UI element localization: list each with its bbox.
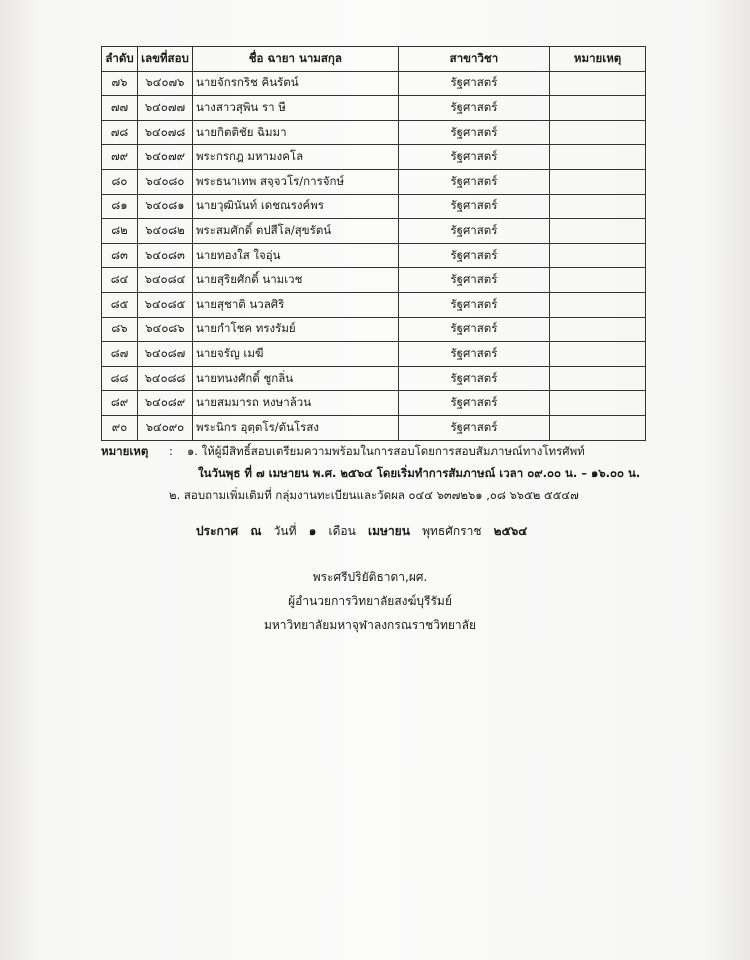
cell-exam-id: ๖๔๐๘๖ — [137, 317, 192, 342]
cell-order: ๗๖ — [102, 71, 138, 96]
cell-name: นายกิตติชัย ฉิมมา — [192, 120, 398, 145]
table-row — [102, 391, 646, 416]
cell-note — [550, 292, 646, 317]
cell-exam-id: ๖๔๐๙๐ — [137, 415, 192, 440]
remarks-colon: : — [169, 444, 173, 458]
cell-name: นายสุริยศักดิ์ นามเวช — [192, 268, 398, 293]
remarks-label: หมายเหตุ — [101, 444, 149, 458]
table-row — [102, 292, 646, 317]
cell-note — [550, 194, 646, 219]
cell-name: นายสมมารถ หงษาล้วน — [192, 391, 398, 416]
table-row — [102, 219, 646, 244]
table-header-row — [102, 47, 646, 72]
cell-major: รัฐศาสตร์ — [398, 292, 549, 317]
announce-month: เมษายน — [368, 524, 410, 538]
cell-note — [550, 120, 646, 145]
announce-year: ๒๕๖๔ — [493, 524, 528, 538]
table-row — [102, 169, 646, 194]
remarks-line-2: ในวันพุธ ที่ ๗ เมษายน พ.ศ. ๒๕๖๔ โดยเริ่มทำการสัมภาษณ์ เวลา ๐๙.๐๐ น. – ๑๖.๐๐ น. — [198, 466, 641, 480]
cell-note — [550, 169, 646, 194]
cell-major: รัฐศาสตร์ — [398, 169, 549, 194]
cell-order: ๘๐ — [102, 169, 138, 194]
table-row — [102, 194, 646, 219]
cell-major: รัฐศาสตร์ — [398, 96, 549, 121]
cell-exam-id: ๖๔๐๘๘ — [137, 366, 192, 391]
cell-order: ๘๘ — [102, 366, 138, 391]
cell-name: นายจรัญ เมฆี — [192, 342, 398, 367]
signatory-name: พระศรีปริยัติธาดา,ผศ. — [312, 570, 428, 584]
cell-note — [550, 71, 646, 96]
cell-major: รัฐศาสตร์ — [398, 145, 549, 170]
cell-name: นายจักรกริช คินรัตน์ — [192, 71, 398, 96]
cell-order: ๗๙ — [102, 145, 138, 170]
cell-major: รัฐศาสตร์ — [398, 120, 549, 145]
cell-order: ๗๘ — [102, 120, 138, 145]
cell-name: พระสมศักดิ์ ตปสีโล/สุขรัตน์ — [192, 219, 398, 244]
cell-order: ๘๑ — [102, 194, 138, 219]
cell-note — [550, 145, 646, 170]
cell-exam-id: ๖๔๐๘๒ — [137, 219, 192, 244]
cell-exam-id: ๖๔๐๘๕ — [137, 292, 192, 317]
cell-name: พระกรกฎ มหามงคโล — [192, 145, 398, 170]
cell-exam-id: ๖๔๐๘๐ — [137, 169, 192, 194]
cell-order: ๗๗ — [102, 96, 138, 121]
cell-major: รัฐศาสตร์ — [398, 391, 549, 416]
cell-major: รัฐศาสตร์ — [398, 415, 549, 440]
cell-note — [550, 366, 646, 391]
table-row — [102, 317, 646, 342]
cell-note — [550, 268, 646, 293]
cell-exam-id: ๖๔๐๗๙ — [137, 145, 192, 170]
cell-exam-id: ๖๔๐๘๑ — [137, 194, 192, 219]
cell-exam-id: ๖๔๐๘๗ — [137, 342, 192, 367]
cell-name: พระธนาเทพ สจฺจวโร/การจักษ์ — [192, 169, 398, 194]
remarks-block — [101, 440, 661, 506]
table-body — [102, 71, 646, 440]
cell-order: ๘๖ — [102, 317, 138, 342]
cell-note — [550, 415, 646, 440]
header-order: ลำดับ — [102, 47, 138, 72]
cell-order: ๘๓ — [102, 243, 138, 268]
signature-block — [240, 565, 500, 637]
cell-name: นางสาวสุพิน รา ษี — [192, 96, 398, 121]
cell-order: ๘๗ — [102, 342, 138, 367]
cell-note — [550, 391, 646, 416]
cell-exam-id: ๖๔๐๘๓ — [137, 243, 192, 268]
cell-major: รัฐศาสตร์ — [398, 194, 549, 219]
cell-order: ๘๔ — [102, 268, 138, 293]
cell-exam-id: ๖๔๐๘๙ — [137, 391, 192, 416]
cell-note — [550, 96, 646, 121]
cell-note — [550, 243, 646, 268]
header-exam-id: เลขที่สอบ — [137, 47, 192, 72]
announce-year-label: พุทธศักราช — [422, 524, 482, 538]
cell-major: รัฐศาสตร์ — [398, 219, 549, 244]
announce-day-label: วันที่ — [273, 524, 297, 538]
cell-order: ๘๕ — [102, 292, 138, 317]
cell-note — [550, 219, 646, 244]
table-row — [102, 120, 646, 145]
announce-at: ณ — [250, 524, 262, 538]
cell-name: นายสุชาติ นวลศิริ — [192, 292, 398, 317]
cell-name: นายทองใส ใจอุ่น — [192, 243, 398, 268]
header-major: สาขาวิชา — [398, 47, 549, 72]
signatory-position: ผู้อำนวยการวิทยาลัยสงฆ์บุรีรัมย์ — [288, 594, 452, 608]
cell-major: รัฐศาสตร์ — [398, 366, 549, 391]
cell-exam-id: ๖๔๐๗๗ — [137, 96, 192, 121]
announcement-date — [196, 522, 535, 541]
cell-note — [550, 317, 646, 342]
cell-name: นายทนงศักดิ์ ชูกลิ่น — [192, 366, 398, 391]
announce-day: ๑ — [308, 524, 317, 538]
cell-major: รัฐศาสตร์ — [398, 71, 549, 96]
table-row — [102, 342, 646, 367]
remarks-line-3: ๒. สอบถามเพิ่มเติมที่ กลุ่มงานทะเบียนและวัดผล ๐๔๔ ๖๓๗๒๖๑ ,๐๘ ๖๖๕๒ ๕๕๔๗ — [169, 488, 579, 502]
table-row — [102, 71, 646, 96]
cell-name: นายวุฒินันท์ เดชณรงค์พร — [192, 194, 398, 219]
table-row — [102, 243, 646, 268]
table-row — [102, 366, 646, 391]
cell-order: ๘๒ — [102, 219, 138, 244]
signatory-institution: มหาวิทยาลัยมหาจุฬาลงกรณราชวิทยาลัย — [263, 618, 477, 632]
table-row — [102, 145, 646, 170]
cell-name: นายกำโชค ทรงรัมย์ — [192, 317, 398, 342]
cell-exam-id: ๖๔๐๘๔ — [137, 268, 192, 293]
announce-prefix: ประกาศ — [196, 524, 239, 538]
table-row — [102, 96, 646, 121]
cell-exam-id: ๖๔๐๗๖ — [137, 71, 192, 96]
remarks-line-1: ๑. ให้ผู้มีสิทธิ์สอบเตรียมความพร้อมในการสอบโดยการสอบสัมภาษณ์ทางโทรศัพท์ — [187, 444, 585, 458]
cell-name: พระนิกร อุตฺตโร/ตันโรสง — [192, 415, 398, 440]
cell-order: ๘๙ — [102, 391, 138, 416]
table-row — [102, 415, 646, 440]
cell-exam-id: ๖๔๐๗๘ — [137, 120, 192, 145]
cell-major: รัฐศาสตร์ — [398, 342, 549, 367]
cell-note — [550, 342, 646, 367]
cell-major: รัฐศาสตร์ — [398, 268, 549, 293]
cell-major: รัฐศาสตร์ — [398, 317, 549, 342]
table-row — [102, 268, 646, 293]
announce-month-label: เดือน — [328, 524, 356, 538]
header-name: ชื่อ ฉายา นามสกุล — [192, 47, 398, 72]
header-note: หมายเหตุ — [550, 47, 646, 72]
cell-major: รัฐศาสตร์ — [398, 243, 549, 268]
cell-order: ๙๐ — [102, 415, 138, 440]
candidate-table — [101, 46, 646, 441]
